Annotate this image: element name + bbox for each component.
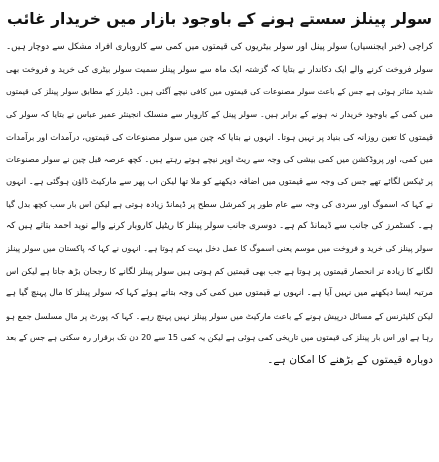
article-text-line: شدید متاثر ہوئی ہے جس کے باعث سولر مصنوعات کی قیمتوں میں کافی نیچے آگئی ہیں۔ ڈیلرز کے مطابق سولر پینلز کی قیمتوں	[6, 86, 433, 96]
article-text-line: لیکن کلیئرنس کے مسائل درپیش ہونے کے باعث مارکیٹ میں سولر پینلز نہیں پہنچ رہے۔ کہا کہ پورٹ پر مال مسلسل جمع ہو	[6, 310, 433, 321]
article-text-line: لگانے کا زیادہ تر انحصار قیمتوں پر ہوتا ہے جب بھی قیمتیں کم ہوتی ہیں سولر پینلز لگانے کا رجحان بڑھ جاتا ہے لیکن اس	[6, 265, 433, 276]
article-text-line: رہا ہے اور اس بار پینلز کی قیمتوں میں تاریخی کمی ہوئی ہے لیکن یہ کمی 15 سے 20 دن تک برقرار رہ سکتی ہے جس کے بعد	[6, 333, 433, 343]
article-text-line: کراچی (خبر ایجنسیاں) سولر پینل اور سولر بیٹریوں کی قیمتوں میں کمی سے کاروباری افراد مشکل سے دوچار ہیں۔	[6, 42, 433, 52]
article-text-line: سولر پینلز کی خرید و فروخت میں موسم یعنی اسموگ کا عمل دخل بہت کم ہوتا ہے۔ انہوں نے کہا کہ پاکستان میں سولر پینلز	[6, 243, 433, 253]
article-text-line: ہے۔ کسٹمرز کی جانب سے ڈیمانڈ کم ہے۔ دوسری جانب سولر پینلز کا ریٹیل کاروبار کرنے والے نوید احمد بتاتے ہیں کہ	[6, 221, 433, 232]
article-text-line: نے کہا کہ اسموگ اور سردی کی وجہ سے عام طور پر کمرشل سطح پر ڈیمانڈ زیادہ ہوتی ہے لیکن اس بار سب کچھ بدل گیا	[6, 198, 433, 209]
article-text-line: قیمتوں کا تعین روزانہ کی بنیاد پر نہیں ہوتا۔ انہوں نے بتایا کہ چین میں سولر مصنوعات کی قیمتوں، درآمدات اور برآمدات	[6, 131, 433, 142]
article-text-line: مرتبہ ایسا دیکھنے میں نہیں آیا ہے۔ انہوں نے قیمتوں میں کمی کی وجہ بتاتے ہوئے کہا کہ سولر پینلز کا مال پہنچ گیا ہے	[6, 288, 433, 299]
article-text-line: میں کمی کے باوجود خریدار نہ ہونے کے برابر ہیں۔ سولر پینل کے کاروبار سے منسلک انجینئر عمیر عباس نے بتایا کہ سولر کی	[6, 109, 433, 120]
article-body	[6, 36, 433, 372]
article-text-line: پر ٹیکس لگائے تھے جس کی وجہ سے قیمتوں میں اضافہ دیکھنے کو ملا تھا لیکن اب پھر سے مارکیٹ ڈاؤن ہوگئی ہے۔ انہوں	[6, 176, 433, 187]
article-text-line: سولر فروخت کرنے والے ایک دکاندار نے بتایا کہ گزشتہ ایک ماہ سے سولر پینلز سمیت سولر بیٹری کی خرید و فروخت بھی	[6, 64, 433, 75]
article-text-line: دوبارہ قیمتوں کے بڑھنے کا امکان ہے۔	[267, 354, 433, 367]
article-headline: سولر پینلز سستے ہونے کے باوجود بازار میں خریدار غائب	[7, 10, 432, 28]
article-text-line: میں کمی، اور پروڈکشن میں کمی بیشی کی وجہ سے ریٹ اوپر نیچے ہوتے رہتے ہیں۔ کچھ عرصہ قبل چین نے سولر مصنوعات	[6, 153, 433, 164]
